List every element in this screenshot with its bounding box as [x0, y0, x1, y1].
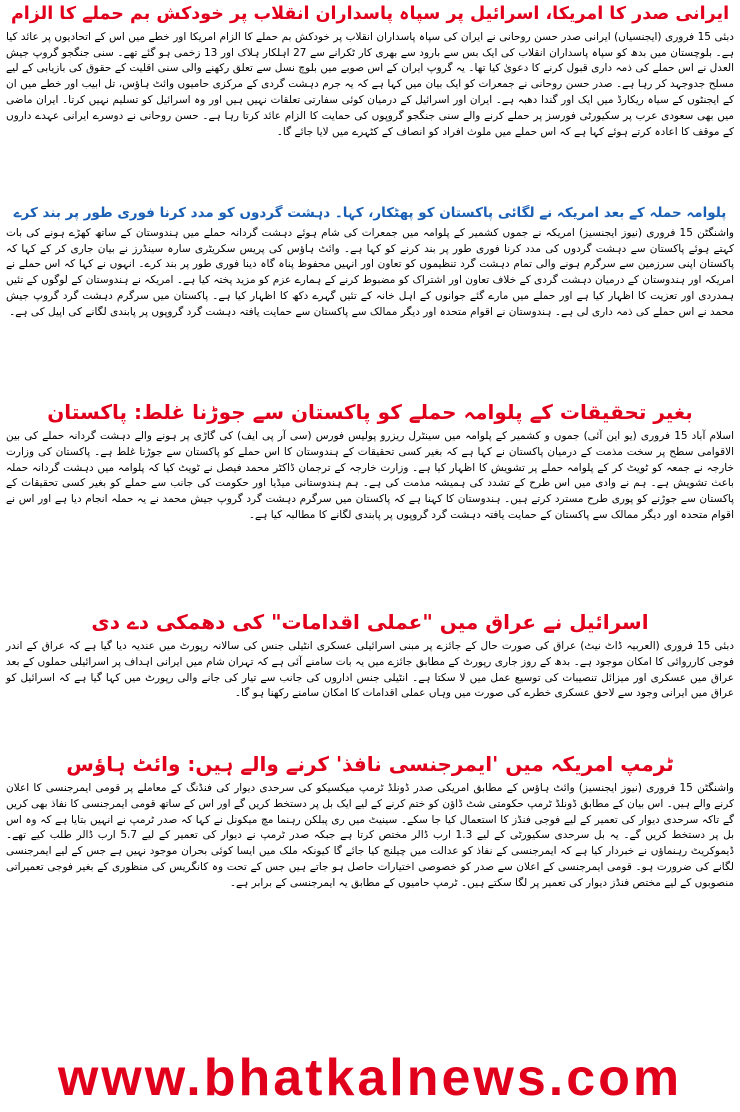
- article-body-pulwama-us: واشنگٹن 15 فروری (نیوز ایجنسیز) امریکہ نے جموں کشمیر کے پلوامہ میں جمعرات کی شام ہوئے دہشت گردانہ حملے میں ہندوستان کے ساتھ کھڑے ہونے کی بات کہتے ہوئے پاکستان سے دہشت گردوں کی مدد کرنا فوری طور پر بند کرنے کو کہا ہے۔ وائٹ ہاؤس کی پریس سکریٹری سارہ سینڈرز نے بیان جاری کر کے کہا کہ پاکستان اپنی سرزمین سے سرگرم ہونے والی تمام دہشت گرد تنظیموں کو تعاون اور انہیں محفوظ پناہ گاہ دینا فوری طور پر بند کرے۔ انہوں نے کہا کہ اس حملے نے امریکہ اور ہندوستان کے درمیان دہشت گردی کے خلاف تعاون اور اشتراک کو مضبوط کرنے کے ہمارے عزم کو مزید پختہ کیا ہے۔ امریکہ نے ہندوستان کے لوگوں کے تئیں ہمدردی اور تعزیت کا اظہار کیا ہے اور حملے میں مارے گئے جوانوں کے اہل خانہ کے تئیں گہرے دکھ کا اظہار کیا ہے۔ پاکستان میں سرگرم دہشت گرد گروپ جیش محمد نے اس حملے کی ذمہ داری لی ہے۔ ہندوستان نے اقوام متحدہ اور دیگر ممالک سے پاکستان سے حمایت یافتہ دہشت گرد گروپوں پر پابندی لگانے کی اپیل کی ہے۔: [6, 226, 734, 318]
- headline-iran-president: ایرانی صدر کا امریکا، اسرائیل پر سپاہ پاسداران انقلاب پر خودکش بم حملے کا الزام: [10, 4, 730, 24]
- headline-pakistan-response: بغیر تحقیقات کے پلوامہ حملے کو پاکستان سے جوڑنا غلط: پاکستان: [47, 400, 693, 424]
- article-body-israel-iraq: دبئی 15 فروری (العربیہ ڈاٹ نیٹ) عراق کی صورت حال کے جائزے پر مبنی اسرائیلی عسکری انٹیلی جنس کی سالانہ رپورٹ میں عندیہ دیا گیا ہے کہ عراق کے اندر فوجی کارروائی کا امکان موجود ہے۔ بدھ کے روز جاری رپورٹ کے مطابق جائزے میں یہ بات سامنے آئی ہے کہ تہران شام میں ایرانی اہداف پر اسرائیلی حملوں کے بعد عراق میں عسکری اور میزائل تنصیبات کی توسیع عمل میں لا سکتا ہے۔ انٹیلی جنس اداروں کی جانب سے تیار کی جانے والی رپورٹ میں کہا گیا ہے کہ اسرائیل کو عراق میں ایرانی وجود سے لاحق عسکری خطرے کی صورت میں وہاں عملی اقدامات کا امکان سامنے رکھنا ہو گا۔: [6, 640, 734, 700]
- article-iran-president: [6, 4, 734, 140]
- headline-israel-iraq: اسرائیل نے عراق میں "عملی اقدامات" کی دھمکی دے دی: [91, 610, 649, 634]
- article-body-trump-emergency: واشنگٹن 15 فروری (نیوز ایجنسیز) وائٹ ہاؤس کے مطابق امریکی صدر ڈونلڈ ٹرمپ میکسیکو کی سرحدی دیوار کی فنڈنگ کے معاملے پر قومی ایمرجنسی کا اعلان کرنے والے ہیں۔ اس بیان کے مطابق ڈونلڈ ٹرمپ حکومتی شٹ ڈاؤن کو ختم کرنے کے لیے ایک بل پر دستخط کریں گے اور اس کے ساتھ قومی ایمرجنسی کا نفاذ بھی کریں گے تاکہ سرحدی دیوار کی تعمیر کے لیے فوجی فنڈز کا استعمال کیا جا سکے۔ سینیٹ میں ری پبلکن رہنما مچ میکونل نے کہا کہ صدر ٹرمپ نے انہیں بتایا ہے کہ وہ اس بل پر دستخط کریں گے۔ یہ بل سرحدی سکیورٹی کے لیے 1.3 ارب ڈالر مختص کرتا ہے جبکہ صدر ٹرمپ نے دیوار کی تعمیر کے لیے 5.7 ارب ڈالر طلب کیے تھے۔ ڈیموکریٹ رہنماؤں نے خبردار کیا ہے کہ ایمرجنسی کے نفاذ کو عدالت میں چیلنج کیا جائے گا کیونکہ ملک میں ایسا کوئی بحران موجود نہیں ہے جس کے لیے ایمرجنسی لگانے کی ضرورت ہو۔ قومی ایمرجنسی کے اعلان سے صدر کو خصوصی اختیارات حاصل ہو جاتے ہیں جس کے تحت وہ کانگریس کی منظوری کے بغیر فوجی تعمیراتی منصوبوں کے لیے مختص فنڈز دیوار کی تعمیر پر لگا سکتے ہیں۔ ٹرمپ حامیوں کے مطابق یہ ایمرجنسی کے برابر ہے۔: [6, 782, 734, 889]
- article-body-iran-president: دبئی 15 فروری (ایجنسیاں) ایرانی صدر حسن روحانی نے ایران کی سپاہ پاسداران انقلاب پر خودکش بم حملے کا الزام امریکا اور خطے میں اس کے اتحادیوں پر عائد کیا ہے۔ بلوچستان میں بدھ کو سپاہ پاسداران انقلاب کی ایک بس سے بارود سے بھری کار ٹکرانے سے 27 اہلکار ہلاک اور 13 زخمی ہو گئے تھے۔ سنی جنگجو گروپ جیش العدل نے اس حملے کی ذمہ داری قبول کرنے کا دعویٰ کیا تھا۔ یہ گروپ ایران کے اس صوبے میں بلوچ نسل سے تعلق رکھنے والی سنی اقلیت کے حقوق کی بازیابی کے لیے مسلح جدوجہد کر رہا ہے۔ صدر حسن روحانی نے جمعرات کو ایک بیان میں کہا ہے کہ یہ جرم دہشت گردی کے مرکزی حامیوں وائٹ ہاؤس، تل ابیب اور خطے میں ان کے ایجنٹوں کے سیاہ ریکارڈ میں ایک اور گندا دھبہ ہے۔ ایران اور اسرائیل کے درمیان کوئی سفارتی تعلقات نہیں ہیں اور وہ اسرائیل کو تسلیم نہیں کرتا۔ ایران ماضی میں بھی سعودی عرب پر سکیورٹی فورسز پر حملے کرنے والے سنی جنگجو گروپوں کی حمایت کا الزام عائد کرتا رہا ہے۔ حسن روحانی نے دوسرے ایرانی عہدے داروں کے موقف کا اعادہ کرتے ہوئے کہا ہے کہ اس حملے میں ملوث افراد کو انصاف کے کٹہرے میں لایا جائے گا۔: [6, 30, 735, 138]
- article-israel-iraq: [6, 610, 734, 702]
- headline-trump-emergency: ٹرمپ امریکہ میں 'ایمرجنسی نافذ' کرنے والے ہیں: وائٹ ہاؤس: [66, 752, 674, 776]
- article-pulwama-us: [6, 205, 734, 321]
- headline-pulwama-us: پلوامہ حملہ کے بعد امریکہ نے لگائی پاکستان کو پھٹکار، کہا۔ دہشت گردوں کو مدد کرنا فوری طور پر بند کرے: [13, 205, 727, 221]
- article-trump-emergency: [6, 752, 734, 892]
- article-body-pakistan-response: اسلام آباد 15 فروری (یو این آئی) جموں و کشمیر کے پلوامہ میں سینٹرل ریزرو پولیس فورس (سی آر پی ایف) کی گاڑی پر ہونے والے دہشت گردانہ حملے کی بین الاقوامی سطح پر سخت مذمت کے درمیان پاکستان نے کہا ہے کہ بغیر کسی تحقیقات کے ہندوستان کا اس حملے کو پاکستان سے جوڑنا غلط ہے۔ پاکستان کی وزارت خارجہ نے جمعہ کو ٹویٹ کر کے پلوامہ حملے پر تشویش کا اظہار کیا ہے۔ وزارت خارجہ کے ترجمان ڈاکٹر محمد فیصل نے ٹویٹ کیا کہ پلوامہ میں دہشت گردانہ حملہ باعث تشویش ہے۔ ہم نے وادی میں اس طرح کے تشدد کی ہمیشہ مذمت کی ہے۔ ہم ہندوستانی میڈیا اور حکومت کی جانب سے حملے کو بغیر کسی تحقیقات کے پاکستان سے جوڑنے کو پوری طرح مسترد کرتے ہیں۔ ہندوستان کا کہنا ہے کہ پاکستان میں سرگرم دہشت گرد گروپ جیش محمد نے یہ حملہ انجام دیا ہے اور اس نے اقوام متحدہ اور دیگر ممالک سے پاکستان کے حمایت یافتہ دہشت گرد گروپوں پر پابندی لگانے کا مطالبہ کیا ہے۔: [6, 430, 734, 521]
- site-url[interactable]: www.bhatkalnews.com: [57, 1049, 683, 1107]
- article-pakistan-response: [6, 400, 734, 524]
- footer-banner: [0, 1050, 740, 1106]
